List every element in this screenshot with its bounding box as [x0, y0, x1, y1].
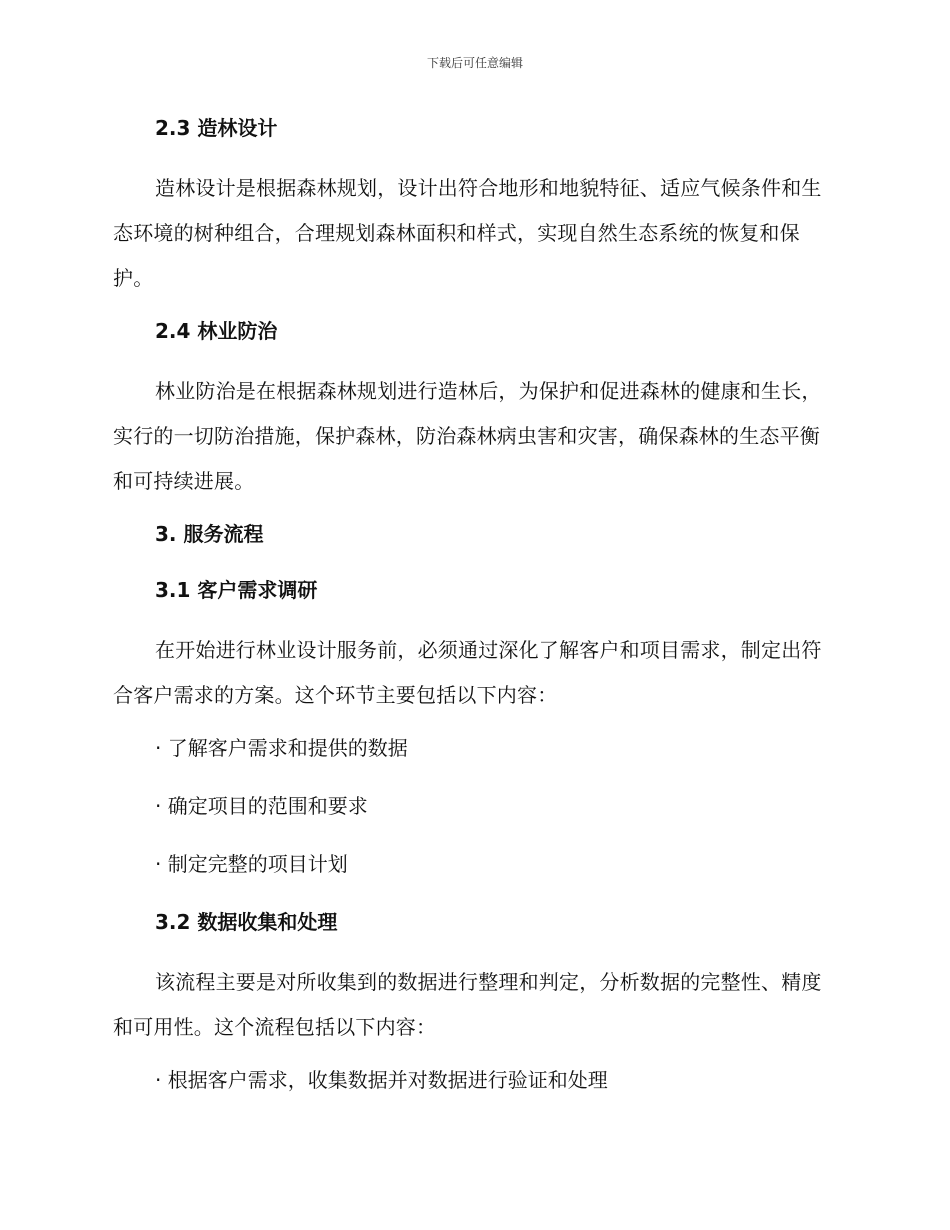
paragraph-2-3: 造林设计是根据森林规划，设计出符合地形和地貌特征、适应气候条件和生态环境的树种组合，合理规划森林面积和样式，实现自然生态系统的恢复和保护。 — [113, 176, 822, 290]
paragraph-3-1: 在开始进行林业设计服务前，必须通过深化了解客户和项目需求，制定出符合客户需求的方案。这个环节主要包括以下内容： — [113, 638, 822, 707]
bullet-item: · 制定完整的项目计划 — [155, 852, 348, 876]
section-heading-3: 3. 服务流程 — [155, 522, 264, 546]
section-heading-3-1: 3.1 客户需求调研 — [155, 578, 318, 602]
paragraph-2-4: 林业防治是在根据森林规划进行造林后，为保护和促进森林的健康和生长，实行的一切防治措施，保护森林，防治森林病虫害和灾害，确保森林的生态平衡和可持续进展。 — [113, 379, 822, 493]
document-body — [113, 110, 833, 1120]
section-heading-2-4: 2.4 林业防治 — [155, 319, 278, 343]
bullet-item: · 了解客户需求和提供的数据 — [155, 736, 408, 760]
paragraph-3-2: 该流程主要是对所收集到的数据进行整理和判定，分析数据的完整性、精度和可用性。这个流程包括以下内容： — [113, 970, 822, 1039]
header-note: 下载后可任意编辑 — [426, 56, 523, 70]
bullet-item: · 确定项目的范围和要求 — [155, 794, 368, 818]
section-heading-2-3: 2.3 造林设计 — [155, 116, 278, 140]
section-heading-3-2: 3.2 数据收集和处理 — [155, 910, 338, 934]
bullet-item: · 根据客户需求，收集数据并对数据进行验证和处理 — [155, 1068, 608, 1092]
